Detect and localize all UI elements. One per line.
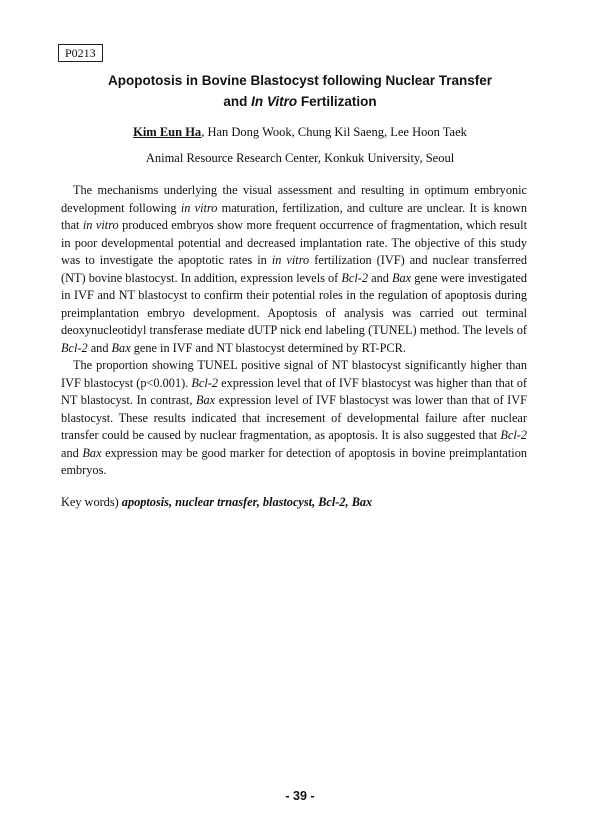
- title-in-vitro: In Vitro: [251, 94, 298, 109]
- title-fertilization: Fertilization: [297, 94, 377, 109]
- title-line-2: [60, 91, 540, 112]
- page-number: - 39 -: [285, 789, 315, 803]
- title-and: and: [223, 94, 252, 109]
- author-list: [60, 124, 540, 140]
- keywords-line: [61, 494, 527, 511]
- co-authors: , Han Dong Wook, Chung Kil Saeng, Lee Hoon Taek: [201, 125, 467, 139]
- abstract-code-box: P0213: [58, 44, 103, 62]
- paper-title: [60, 70, 540, 112]
- keywords-label: Key words): [61, 495, 122, 509]
- abstract-paragraph-1: The mechanisms underlying the visual assessment and resulting in optimum embryonic development following in vitro maturation, fertilization, and culture are unclear. It is known that in vitro produced embryos show more frequent occurrence of fragmentation, which result in poor developmental potential and decreased implantation rate. The objective of this study was to investigate the apoptotic rates in in vitro fertilization (IVF) and nuclear transferred (NT) bovine blastocyst. In addition, expression levels of Bcl-2 and Bax gene were investigated in IVF and NT blastocyst to confirm their potential roles in the regulation of apoptosis during preimplantation embryo development. Apoptosis of analysis was carried out terminal deoxynucleotidyl transferase mediate dUTP nick end labeling (TUNEL) method. The levels of Bcl-2 and Bax gene in IVF and NT blastocyst determined by RT-PCR.: [61, 183, 528, 355]
- presenting-author: Kim Eun Ha: [133, 125, 202, 139]
- affiliation: Animal Resource Research Center, Konkuk University, Seoul: [145, 151, 455, 165]
- keywords-terms: apoptosis, nuclear trnasfer, blastocyst, Bcl-2, Bax: [121, 495, 373, 509]
- abstract-body: [61, 182, 527, 480]
- title-line-1: Apopotosis in Bovine Blastocyst following Nuclear Transfer: [107, 73, 493, 88]
- abstract-paragraph-2: The proportion showing TUNEL positive signal of NT blastocyst significantly higher than IVF blastocyst (p<0.001). Bcl-2 expression level that of IVF blastocyst was higher than that of NT blastocyst. In contrast, Bax expression level of IVF blastocyst was lower than that of IVF blastocyst. These results indicated that incresement of developmental failure after nuclear transfer could be caused by nuclear fragmentation, as apoptosis. It is also suggested that Bcl-2 and Bax expression may be good marker for detection of apoptosis in bovine preimplantation embryos.: [61, 358, 528, 477]
